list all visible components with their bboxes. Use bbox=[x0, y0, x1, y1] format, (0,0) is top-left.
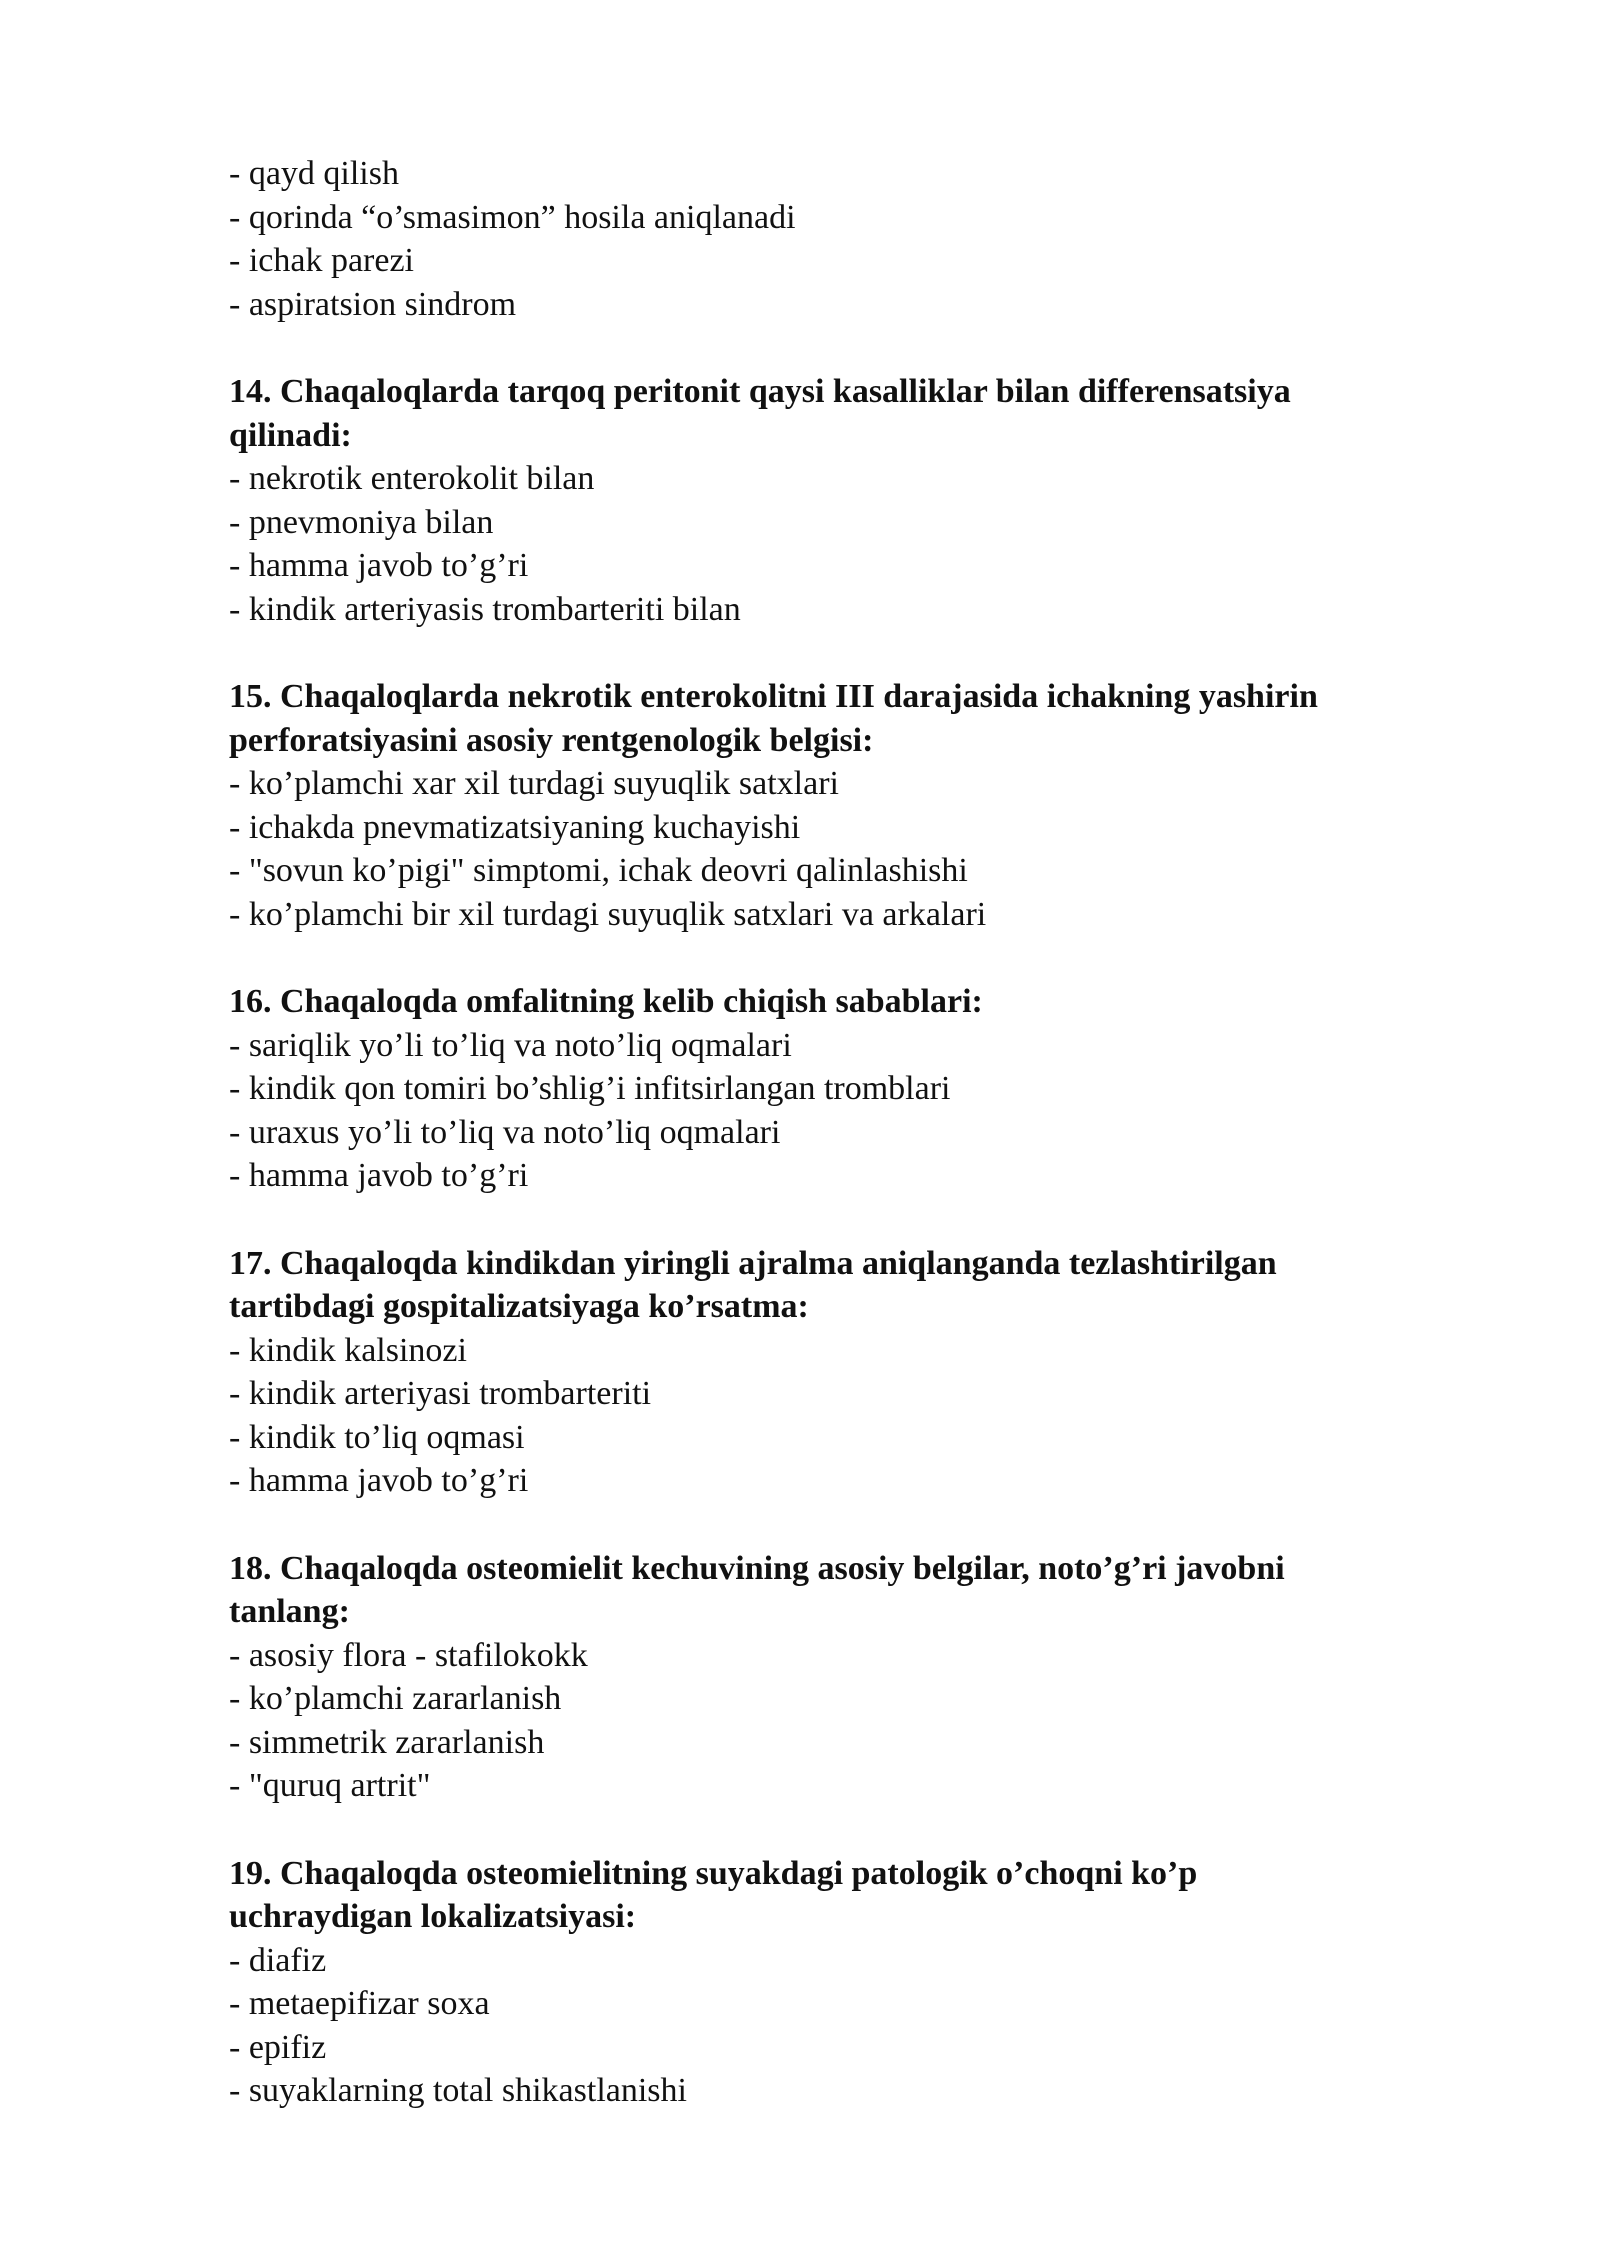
option-line: - "sovun ko’pigi" simptomi, ichak deovri qalinlashishi bbox=[229, 852, 968, 889]
option-line: - uraxus yo’li to’liq va noto’liq oqmalari bbox=[229, 1113, 781, 1151]
option-line: - "quruq artrit" bbox=[229, 1767, 431, 1804]
question-title bbox=[229, 1547, 1469, 1634]
question-title-line: 15. Chaqaloqlarda nekrotik enterokolitni III darajasida ichakning yashirin bbox=[229, 678, 1318, 715]
question-title bbox=[229, 1852, 1469, 1939]
question-15 bbox=[229, 675, 1469, 936]
question-title bbox=[229, 1242, 1469, 1329]
option-line: - qorinda “o’smasimon” hosila aniqlanadi bbox=[229, 198, 796, 236]
document-page bbox=[229, 152, 1469, 2113]
question-title-line: 16. Chaqaloqda omfalitning kelib chiqish sabablari: bbox=[229, 983, 983, 1020]
option-line: - kindik qon tomiri bo’shlig’i infitsirlangan tromblari bbox=[229, 1070, 951, 1107]
question-title-line: 18. Chaqaloqda osteomielit kechuvining asosiy belgilar, noto’g’ri javobni bbox=[229, 1549, 1285, 1587]
option-line: - ko’plamchi bir xil turdagi suyuqlik satxlari va arkalari bbox=[229, 895, 987, 933]
option-line: - hamma javob to’g’ri bbox=[229, 547, 529, 584]
question-17 bbox=[229, 1242, 1469, 1503]
option-line: - epifiz bbox=[229, 2028, 327, 2066]
question-title-line: qilinadi: bbox=[229, 416, 352, 454]
question-16 bbox=[229, 980, 1469, 1198]
option-line: - pnevmoniya bilan bbox=[229, 503, 494, 541]
option-line: - kindik arteriyasi trombarteriti bbox=[229, 1375, 652, 1412]
option-line: - kindik arteriyasis trombarteriti bilan bbox=[229, 590, 741, 628]
question-14 bbox=[229, 370, 1469, 631]
question-title-line: 17. Chaqaloqda kindikdan yiringli ajralma aniqlanganda tezlashtirilgan bbox=[229, 1244, 1277, 1282]
option-line: - ko’plamchi zararlanish bbox=[229, 1680, 562, 1717]
option-line: - ichakda pnevmatizatsiyaning kuchayishi bbox=[229, 808, 801, 846]
question-18 bbox=[229, 1547, 1469, 1808]
option-line: - simmetrik zararlanish bbox=[229, 1723, 545, 1761]
option-line: - diafiz bbox=[229, 1941, 327, 1979]
question-title bbox=[229, 370, 1469, 457]
question-title-line: 14. Chaqaloqlarda tarqoq peritonit qaysi kasalliklar bilan differensatsiya bbox=[229, 373, 1291, 410]
option-line: - nekrotik enterokolit bilan bbox=[229, 460, 595, 497]
intro-options bbox=[229, 152, 1469, 326]
option-line: - ko’plamchi xar xil turdagi suyuqlik satxlari bbox=[229, 765, 839, 802]
option-line: - metaepifizar soxa bbox=[229, 1985, 490, 2022]
option-line: - suyaklarning total shikastlanishi bbox=[229, 2072, 687, 2109]
question-title-line: tartibdagi gospitalizatsiyaga ko’rsatma: bbox=[229, 1288, 809, 1325]
question-title-line: perforatsiyasini asosiy rentgenologik belgisi: bbox=[229, 721, 874, 759]
option-line: - kindik kalsinozi bbox=[229, 1331, 467, 1369]
option-line: - ichak parezi bbox=[229, 242, 414, 279]
option-line: - kindik to’liq oqmasi bbox=[229, 1418, 525, 1456]
option-line: - qayd qilish bbox=[229, 155, 399, 192]
question-title-line: uchraydigan lokalizatsiyasi: bbox=[229, 1898, 637, 1935]
question-19 bbox=[229, 1852, 1469, 2113]
question-title bbox=[229, 980, 1469, 1024]
option-line: - hamma javob to’g’ri bbox=[229, 1462, 529, 1499]
option-line: - hamma javob to’g’ri bbox=[229, 1157, 529, 1194]
option-line: - asosiy flora - stafilokokk bbox=[229, 1636, 588, 1674]
question-title-line: tanlang: bbox=[229, 1593, 350, 1630]
question-title bbox=[229, 675, 1469, 762]
option-line: - aspiratsion sindrom bbox=[229, 285, 517, 323]
question-title-line: 19. Chaqaloqda osteomielitning suyakdagi patologik o’choqni ko’p bbox=[229, 1854, 1198, 1892]
option-line: - sariqlik yo’li to’liq va noto’liq oqmalari bbox=[229, 1026, 792, 1064]
